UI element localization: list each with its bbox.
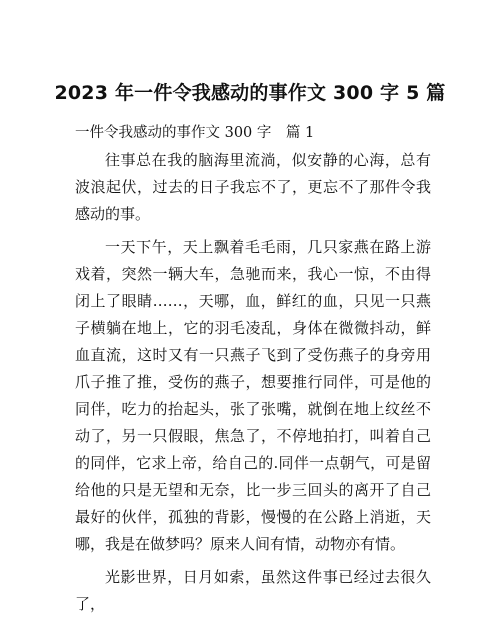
document-title: 2023 年一件令我感动的事作文 300 字 5 篇 bbox=[54, 82, 446, 104]
section-heading: 一件令我感动的事作文 300 字 篇 1 bbox=[75, 125, 315, 141]
paragraph-2: 一天下午，天上飘着毛毛雨，几只家燕在路上游戏着，突然一辆大车，急驰而来，我心一惊，不由得闭上了眼睛……，天哪，血，鲜红的血，只见一只燕子横躺在地上，它的羽毛凌乱，身体在微微抖动，鲜血直流，这时又有一只燕子飞到了受伤燕子的身旁用爪子推了推，受伤的燕子，想要推行同伴，可是他的同伴，吃力的抬起头，张了张嘴，就倒在地上纹丝不动了，另一只假眼，焦急了，不停地拍打，叫着自己的同伴，它求上帝，给自己的.同伴一点朝气，可是留给他的只是无望和无奈，比一步三回头的离开了自己最好的伙伴，孤独的背影，慢慢的在公路上消逝，天哪，我是在做梦吗？原来人间有情，动物亦有情。 bbox=[75, 238, 431, 553]
document-body bbox=[75, 120, 431, 618]
paragraph-1: 往事总在我的脑海里流淌，似安静的心海，总有波浪起伏，过去的日子我忘不了，更忘不了那件令我感动的事。 bbox=[75, 151, 431, 223]
paragraph-3: 光影世界，日月如索，虽然这件事已经过去很久了， bbox=[75, 568, 431, 613]
